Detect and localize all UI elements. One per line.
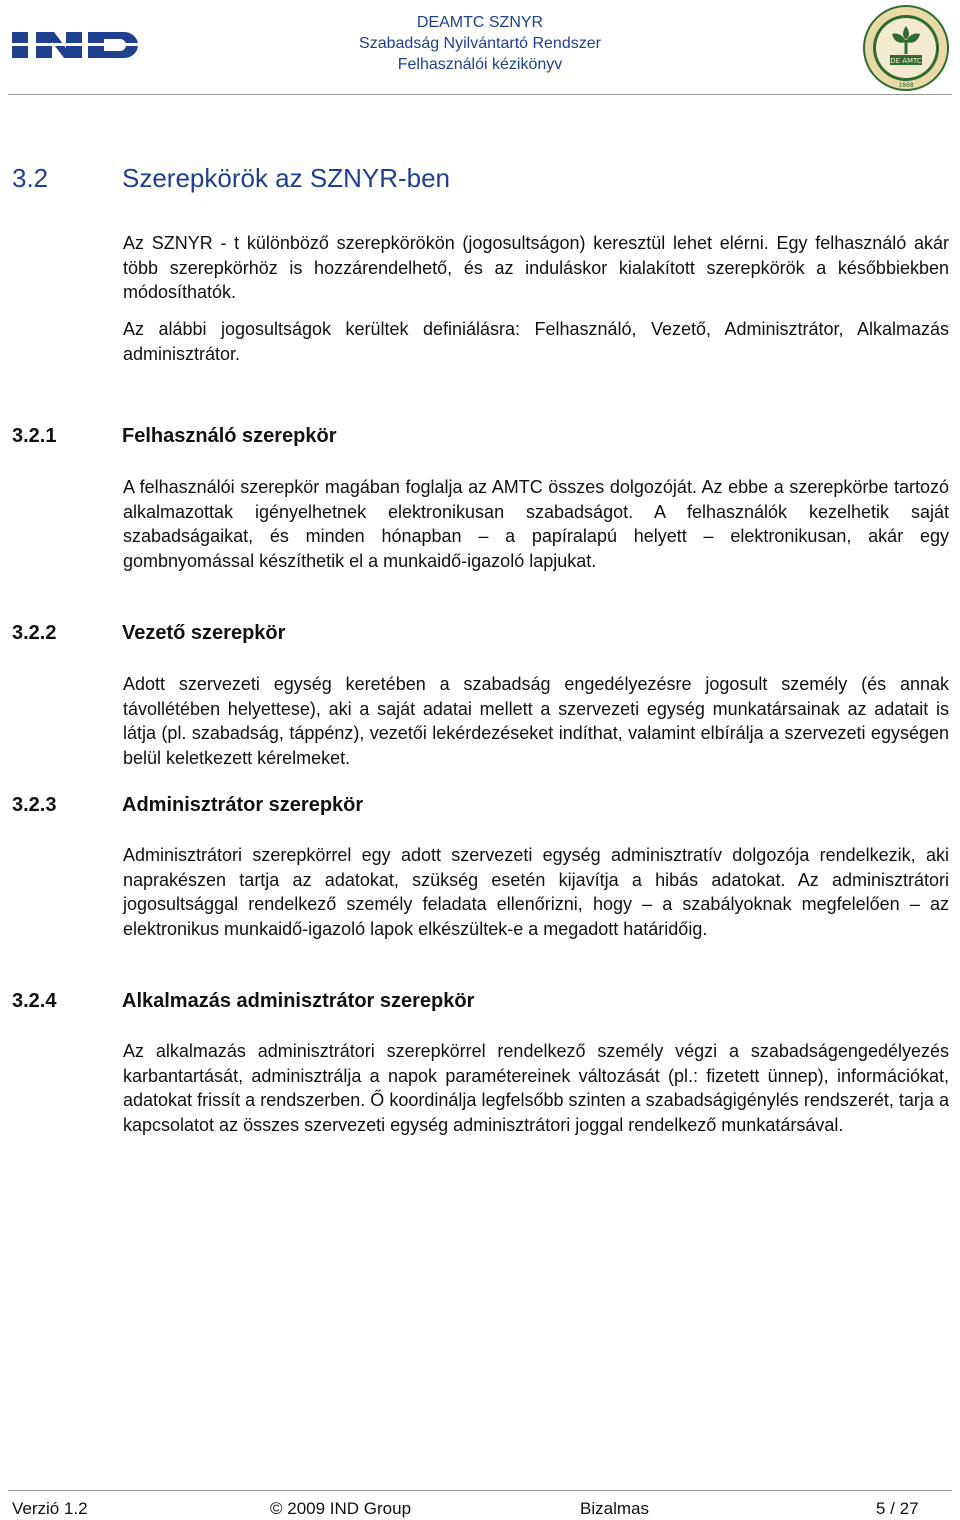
deamtc-seal-logo bbox=[862, 4, 950, 92]
footer-version: Verzió 1.2 bbox=[12, 1499, 88, 1518]
subsection-number: 3.2.2 bbox=[12, 622, 57, 644]
header-divider bbox=[8, 94, 952, 95]
footer-page-number: 5 / 27 bbox=[876, 1499, 919, 1518]
subsection-heading-adminisztrator bbox=[12, 794, 363, 817]
subsection-title: Felhasználó szerepkör bbox=[122, 425, 337, 447]
subsection-number: 3.2.3 bbox=[12, 794, 57, 816]
subsection-text-adminisztrator: Adminisztrátori szerepkörrel egy adott szervezeti egység adminisztratív dolgozója rendelkezik, aki naprakészen tartja az adatokat, szükség esetén kijavítja a hibás adatokat. Az adminisztrátori jogosultsággal rendelkező személy feladata ellenőrizni, hogy – a szabályoknak megfelelően – az elektronikus munkaidő-igazoló lapok elkészültek-e a megadott határidőig. bbox=[123, 845, 949, 939]
subsection-heading-felhasznalo bbox=[12, 425, 337, 448]
header-line-1: DEAMTC SZNYR bbox=[416, 14, 544, 31]
header-titles bbox=[330, 12, 630, 75]
subsection-title: Adminisztrátor szerepkör bbox=[122, 794, 364, 816]
footer-divider bbox=[8, 1490, 952, 1491]
ind-logo bbox=[12, 30, 144, 60]
subsection-heading-vezeto bbox=[12, 622, 285, 645]
section-number: 3.2 bbox=[12, 163, 49, 193]
section-title: Szerepkörök az SZNYR-ben bbox=[122, 163, 451, 193]
page-footer bbox=[0, 1490, 960, 1520]
header-line-3: Felhasználói kézikönyv bbox=[397, 56, 563, 73]
subsection-number: 3.2.4 bbox=[12, 990, 57, 1012]
subsection-text-alkalmazas-adminisztrator: Az alkalmazás adminisztrátori szerepkörrel rendelkező személy végzi a szabadságengedélyezés karbantartását, adminisztrálja a napok paramétereinek változását (pl.: fizetett ünnep), információkat, adatokat frissít a rendszerben. Ő koordinálja legfelsőbb szinten a szabadságigénylés rendszerét, tarja a kapcsolatot az összes szervezeti egység adminisztrátori joggal rendelkező munkatársával. bbox=[123, 1041, 949, 1135]
subsection-text-vezeto: Adott szervezeti egység keretében a szabadság engedélyezésre jogosult személy (és annak távollétében helyettese), aki a saját adatai mellett a szervezeti egység munkatársainak az adatait is látja (pl. szabadság, táppénz), vezetői lekérdezéseket indíthat, valamint elbírálja a szervezeti egységen belül keletkezett kérelmeket. bbox=[123, 674, 949, 768]
intro-paragraph: Az SZNYR - t különböző szerepkörökön (jogosultságon) keresztül lehet elérni. Egy felhasználó akár több szerepkörhöz is hozzárendelhető, és az induláskor kialakított szerepkörök a későbbiekben módosíthatók. bbox=[123, 233, 949, 302]
page-header bbox=[0, 0, 960, 96]
subsection-heading-alkalmazas-adminisztrator bbox=[12, 990, 474, 1013]
subsection-title: Vezető szerepkör bbox=[122, 622, 286, 644]
footer-copyright: © 2009 IND Group bbox=[270, 1499, 412, 1518]
roles-paragraph: Az alábbi jogosultságok kerültek definiálásra: Felhasználó, Vezető, Adminisztrátor, Alkalmazás adminisztrátor. bbox=[123, 319, 949, 364]
footer-classification: Bizalmas bbox=[580, 1499, 649, 1518]
subsection-number: 3.2.1 bbox=[12, 425, 57, 447]
section-heading bbox=[12, 163, 450, 194]
seal-label: DE AMTC bbox=[890, 57, 922, 65]
subsection-title: Alkalmazás adminisztrátor szerepkör bbox=[122, 990, 475, 1012]
seal-year: 1868 bbox=[898, 82, 914, 89]
header-line-2: Szabadság Nyilvántartó Rendszer bbox=[359, 35, 601, 52]
subsection-text-felhasznalo: A felhasználói szerepkör magában foglalja az AMTC összes dolgozóját. Az ebbe a szerepkörbe tartozó alkalmazottak igényelhetnek elektronikusan szabadságot. A felhasználók kezelhetik saját szabadságaikat, és minden hónapban – a papíralapú helyett – elektronikusan, akár egy gombnyomással készíthetik el a munkaidő-igazoló lapjukat. bbox=[123, 477, 949, 571]
